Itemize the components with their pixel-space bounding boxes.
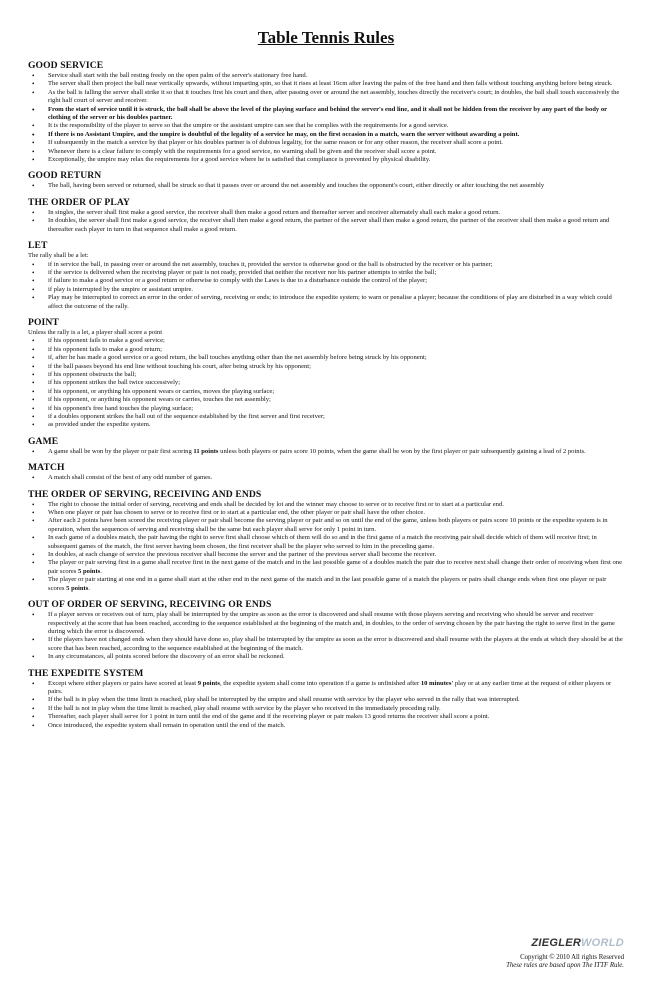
list-item	[44, 559, 624, 576]
section-point	[28, 317, 624, 430]
section-order-of-play	[28, 197, 624, 234]
list-item: • In doubles, the server shall first make a good service, the receiver shall then make a good return, the partner of the server shall then make a good return, the partner of the receiver shall then make a good return and thereafter each player in turn in that sequence shall make a good return.	[44, 217, 624, 234]
section-heading: GAME	[28, 435, 59, 447]
list-item: • if his opponent, or anything his opponent wears or carries, moves the playing surface;	[44, 388, 624, 396]
section-heading: THE ORDER OF SERVING, RECEIVING AND ENDS	[28, 488, 262, 500]
rule-list	[28, 501, 624, 593]
list-item: • The right to choose the initial order of serving, receiving and ends shall be decided by lot and the winner may choose to serve or to receive first or to start at a particular end.	[44, 501, 624, 509]
list-item: • In doubles, at each change of service the previous receiver shall become the server and the partner of the previous server shall become the receiver.	[44, 551, 624, 559]
section-good-service	[28, 60, 624, 164]
list-item: • if the ball passes beyond his end line without touching his court, after being struck by his opponent;	[44, 363, 624, 371]
text-part: unless both players or pairs score 10 points, when the game shall be won by the first player or pair subsequently gaining a lead of 2 points.	[218, 447, 586, 455]
section-heading: THE ORDER OF PLAY	[28, 196, 131, 208]
list-item: • Exceptionally, the umpire may relax the requirements for a good service where he is satisfied that compliance is prevented by physical disability.	[44, 156, 624, 164]
section-expedite-system	[28, 668, 624, 730]
text-part: A game shall be won by the player or pair first scoring	[48, 447, 194, 455]
list-item: • If the ball is not in play when the time limit is reached, play shall resume with service by the player who received in the immediately preceding rally.	[44, 705, 624, 713]
text-part: The player or pair serving first in a game shall receive first in the next game of the match and in the last possible game of a doubles match the pair due to receive next shall change their order of receiving when first one pair scores	[48, 559, 623, 575]
list-item: • if the service is delivered when the receiving player or pair is not ready, provided that neither the receiver nor his partner attempts to strike the ball;	[44, 269, 624, 277]
list-item: • If the ball is in play when the time limit is reached, play shall be interrupted by the umpire and shall resume with service by the player who served in the rally that was interrupted.	[44, 696, 624, 704]
section-heading: MATCH	[28, 462, 65, 474]
list-item: • From the start of service until it is struck, the ball shall be above the level of the playing surface and behind the server's end line, and it shall not be hidden from the receiver by any part of the body or clothing of the server or his doubles partner.	[44, 106, 624, 123]
list-item: • if his opponent, or anything his opponent wears or carries, touches the net assembly;	[44, 396, 624, 404]
logo-accent-text: WORLD	[580, 937, 624, 949]
text-part: play or at any earlier time at the request of either players or pairs.	[48, 679, 612, 695]
list-item	[44, 680, 624, 697]
list-item: • A match shall consist of the best of any odd number of games.	[44, 474, 624, 482]
list-item	[44, 576, 624, 593]
list-item: • If a player serves or receives out of turn, play shall be interrupted by the umpire as soon as the error is discovered and shall resume with those players serving and receiving who should be server and receiver respectively at the score that has been reached, according to the sequence established at the beginning of the match and, in doubles, to the order of serving chosen by the pair having the right to serve first in the game during which the error is discovered.	[44, 611, 624, 636]
rule-list	[28, 448, 624, 456]
rule-list	[28, 474, 624, 482]
text-part-bold: 11 points	[193, 447, 219, 455]
list-item: • if in service the ball, in passing over or around the net assembly, touches it, provided the service is otherwise good or the ball is obstructed by the receiver or his partner;	[44, 261, 624, 269]
rule-list	[28, 680, 624, 730]
footer	[506, 937, 624, 970]
list-item: • if failure to make a good service or a good return or otherwise to comply with the Laws is due to a disturbance outside the control of the player;	[44, 277, 624, 285]
list-item: • if his opponent fails to make a good return;	[44, 346, 624, 354]
section-heading: GOOD RETURN	[28, 170, 102, 182]
list-item: • Once introduced, the expedite system shall remain in operation until the end of the match.	[44, 722, 624, 730]
section-heading: OUT OF ORDER OF SERVING, RECEIVING OR ENDS	[28, 599, 272, 611]
section-out-of-order	[28, 599, 624, 661]
list-item: • if his opponent obstructs the ball;	[44, 371, 624, 379]
list-item: • if play is interrupted by the umpire or assistant umpire.	[44, 286, 624, 294]
section-heading: THE EXPEDITE SYSTEM	[28, 667, 144, 679]
text-part: .	[88, 584, 90, 592]
list-item: • When one player or pair has chosen to serve or to receive first or to start at a particular end, the other player or pair shall have the other choice.	[44, 509, 624, 517]
list-item: • Play may be interrupted to correct an error in the order of serving, receiving or ends; to introduce the expedite system; to warn or penalise a player; because the conditions of play are disturbed in a way which could affect the outcome of the rally.	[44, 294, 624, 311]
list-item: • if his opponent strikes the ball twice successively;	[44, 379, 624, 387]
list-item: • The ball, having been served or returned, shall be struck so that it passes over or around the net assembly and touches the opponent's court, either directly or after touching the net assembly	[44, 182, 624, 190]
list-item: • If there is no Assistant Umpire, and the umpire is doubtful of the legality of a service he may, on the first occasion in a match, warn the server without awarding a point.	[44, 131, 624, 139]
rule-list	[28, 337, 624, 429]
logo-main-text: ZIEGLER	[531, 937, 581, 949]
section-heading: GOOD SERVICE	[28, 60, 104, 71]
section-game	[28, 436, 624, 456]
rule-list	[28, 182, 624, 190]
section-lead: The rally shall be a let:	[28, 252, 89, 260]
list-item: • if his opponent fails to make a good service;	[44, 337, 624, 345]
text-part-bold: 10 minutes'	[420, 679, 454, 687]
text-part-bold: 9 points	[197, 679, 220, 687]
section-heading: LET	[28, 240, 48, 252]
list-item: • if his opponent's free hand touches the playing surface;	[44, 405, 624, 413]
text-part: The player or pair starting at one end in a game shall start at the other end in the next game of the match and in the last possible game of a match the players or pairs shall change ends when first one player or pair scores	[48, 576, 607, 592]
list-item: • It is the responsibility of the player to serve so that the umpire or the assistant umpire can see that he complies with the requirements for a good service.	[44, 122, 624, 130]
list-item	[44, 448, 624, 456]
section-match	[28, 462, 624, 482]
copyright-text: Copyright © 2010 All rights Reserved	[520, 954, 624, 961]
text-part: Except where either players or pairs have scored at least	[48, 679, 198, 687]
list-item: • as provided under the expedite system.	[44, 421, 624, 429]
rule-list	[28, 209, 624, 234]
list-item: • if, after he has made a good service or a good return, the ball touches anything other than the net assembly before being struck by his opponent;	[44, 354, 624, 362]
list-item: • if a doubles opponent strikes the ball out of the sequence established by the first server and first receiver;	[44, 413, 624, 421]
list-item: • If subsequently in the match a service by that player or his doubles partner is of dubious legality, for the same reason or for any other reason, the receiver shall score a point.	[44, 139, 624, 147]
text-part: , the expedite system shall come into operation if a game is unfinished after	[219, 679, 421, 687]
text-part-bold: 5 points	[78, 567, 101, 575]
list-item: • Service shall start with the ball resting freely on the open palm of the server's stationary free hand.	[44, 72, 624, 80]
rule-list	[28, 261, 624, 311]
ziegler-world-logo	[506, 937, 624, 949]
list-item: • Whenever there is a clear failure to comply with the requirements for a good service, no warning shall be given and the receiver shall score a point.	[44, 148, 624, 156]
text-part-bold: 5 points	[66, 584, 89, 592]
list-item: • As the ball is falling the server shall strike it so that it touches first his court and then, after passing over or around the net assembly, touches directly the receiver's court; in doubles, the ball shall touch successively the right half court of server and receiver.	[44, 89, 624, 106]
section-heading: POINT	[28, 316, 59, 328]
page-title: Table Tennis Rules	[257, 28, 395, 47]
rule-list	[28, 72, 624, 164]
source-note: These rules are based upon The ITTF Rule.	[506, 962, 624, 969]
text-part: .	[100, 567, 102, 575]
section-lead: Unless the rally is a let, a player shall score a point	[28, 328, 163, 336]
list-item: • The server shall then project the ball near vertically upwards, without imparting spin, so that it rises at least 16cm after leaving the palm of the free hand and then falls without touching anything before being struck.	[44, 80, 624, 88]
section-order-of-serving	[28, 489, 624, 593]
list-item: • In each game of a doubles match, the pair having the right to serve first shall choose which of them will do so and in the first game of a match the receiving pair shall decide which of them will receive first; in subsequent games of the match, the first server having been chosen, the first receiver shall be the player who served to him in the preceding game.	[44, 534, 624, 551]
rule-list	[28, 611, 624, 661]
list-item: • In singles, the server shall first make a good service, the receiver shall then make a good return and thereafter server and receiver alternately shall each make a good return.	[44, 209, 624, 217]
section-let	[28, 240, 624, 311]
list-item: • After each 2 points have been scored the receiving player or pair shall become the serving player or pair and so on until the end of the game, unless both players or pairs score 10 points or the expedite system is in operation, when the sequences of serving and receiving shall be the same but each player shall serve for only 1 point in turn.	[44, 517, 624, 534]
section-good-return	[28, 170, 624, 190]
list-item: • If the players have not changed ends when they should have done so, play shall be interrupted by the umpire as soon as the error is discovered and shall resume with the players at the ends at which they should be at the score that has been reached, according to the sequence established at the beginning of the match.	[44, 636, 624, 653]
list-item: • In any circumstances, all points scored before the discovery of an error shall be reckoned.	[44, 653, 624, 661]
list-item: • Thereafter, each player shall serve for 1 point in turn until the end of the game and if the receiving player or pair makes 13 good returns the receiver shall score a point.	[44, 713, 624, 721]
